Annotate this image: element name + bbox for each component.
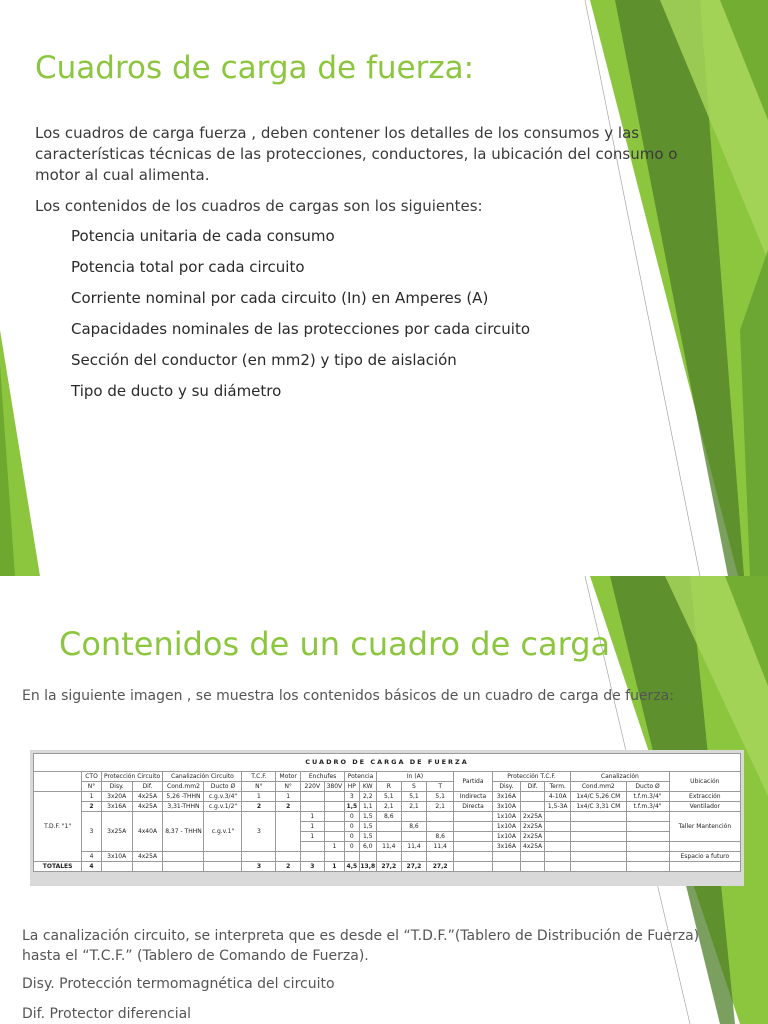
load-table-image bbox=[30, 750, 744, 886]
list-item: Tipo de ducto y su diámetro bbox=[71, 382, 282, 400]
table-title: CUADRO DE CARGA DE FUERZA bbox=[34, 754, 741, 772]
table-row: 1 0 1,5 8,6 1x10A 2x25A bbox=[34, 822, 741, 832]
slide-2 bbox=[0, 576, 768, 1024]
header-cell: Partida bbox=[454, 772, 493, 792]
slide-1-paragraph: Los cuadros de carga fuerza , deben contener los detalles de los consumos y las características técnicas de las protecciones, conductores, la ubicación del consumo o motor al cual alimenta. bbox=[35, 124, 678, 184]
header-cell: Term. bbox=[545, 782, 571, 792]
header-cell: Ducto Ø bbox=[204, 782, 242, 792]
header-cell: Dif. bbox=[132, 782, 163, 792]
header-cell: R bbox=[376, 782, 401, 792]
header-cell: In (A) bbox=[376, 772, 453, 782]
list-item: Potencia total por cada circuito bbox=[71, 258, 305, 276]
table-row: 4 3x10A 4x25A Espacio a futuro bbox=[34, 852, 741, 862]
header-cell: Potencia bbox=[345, 772, 377, 782]
list-item: Capacidades nominales de las protecciones por cada circuito bbox=[71, 320, 531, 338]
table-row: 1 0 1,5 8,6 1x10A 2x25A bbox=[34, 832, 741, 842]
header-cell: Protección Circuito bbox=[101, 772, 163, 782]
header-cell: N° bbox=[242, 782, 276, 792]
header-cell: Dif. bbox=[520, 782, 545, 792]
table-row: T.D.F. "1" 1 3x20A 4x25A 5,26 -THHN c.g.v.3/4" 1 1 3 2,2 5,1 5,1 5,1 Indirecta 3x16A 4-10A 1x4/C 5,26 CM t.f.m.3/4" Extracción bbox=[34, 792, 741, 802]
header-cell: Enchufes bbox=[301, 772, 345, 782]
header-cell: 380V bbox=[324, 782, 345, 792]
header-cell: 220V bbox=[301, 782, 325, 792]
header-cell: Canalización bbox=[571, 772, 670, 782]
header-cell: CTO bbox=[82, 772, 102, 782]
contents-list bbox=[71, 226, 530, 412]
tdf-label: T.D.F. "1" bbox=[34, 792, 82, 862]
header-cell: KW bbox=[359, 782, 376, 792]
header-cell: Motor bbox=[276, 772, 301, 782]
slide-1-title: Cuadros de carga de fuerza: bbox=[35, 50, 475, 86]
table-totals-row: TOTALES 4 3 2 3 1 4,5 13,8 27,2 27,2 27,2 bbox=[34, 862, 741, 872]
header-cell: Cond.mm2 bbox=[571, 782, 626, 792]
slide-1-intro: Los contenidos de los cuadros de cargas son los siguientes: bbox=[35, 197, 483, 215]
header-cell: Canalización Circuito bbox=[163, 772, 242, 782]
list-item: Corriente nominal por cada circuito (In) en Amperes (A) bbox=[71, 289, 489, 307]
table-row: 2 3x16A 4x25A 3,31-THHN c.g.v.1/2" 2 2 1,5 1,1 2,1 2,1 2,1 Directa 3x10A 1,5-3A 1x4/C 3,31 CM t.f.m.3/4" Ventilador bbox=[34, 802, 741, 812]
canalizacion-note-line-1: La canalización circuito, se interpreta que es desde el “T.D.F.”(Tablero de Distribución de Fuerza) bbox=[22, 928, 700, 944]
header-cell: N° bbox=[82, 782, 102, 792]
header-cell: T.C.F. bbox=[242, 772, 276, 782]
slide-2-title: Contenidos de un cuadro de carga bbox=[59, 625, 611, 663]
table-row: 3 3x25A 4x40A 8,37 - THHN c.g.v.1" 3 1 0 1,5 8,6 1x10A 2x25A Taller Mantención bbox=[34, 812, 741, 822]
header-cell: Cond.mm2 bbox=[163, 782, 204, 792]
list-item: Potencia unitaria de cada consumo bbox=[71, 227, 335, 245]
list-item: Sección del conductor (en mm2) y tipo de aislación bbox=[71, 351, 457, 369]
header-cell: N° bbox=[276, 782, 301, 792]
canalizacion-note-line-2: hasta el “T.C.F.” (Tablero de Comando de Fuerza). bbox=[22, 948, 369, 964]
table-header-row bbox=[34, 772, 741, 782]
header-cell: Ubicación bbox=[669, 772, 740, 792]
slide-2-intro: En la siguiente imagen , se muestra los contenidos básicos de un cuadro de carga de fuerza: bbox=[22, 688, 674, 704]
table-row: 1 0 6,0 11,4 11,4 11,4 3x16A 4x25A bbox=[34, 842, 741, 852]
header-cell: Disy. bbox=[101, 782, 132, 792]
header-cell: Ducto Ø bbox=[626, 782, 669, 792]
load-table bbox=[33, 753, 741, 872]
header-cell: Protección T.C.F. bbox=[493, 772, 571, 782]
header-cell: S bbox=[401, 782, 427, 792]
header-cell: HP bbox=[345, 782, 359, 792]
table-subheader-row bbox=[34, 782, 741, 792]
dif-note: Dif. Protector diferencial bbox=[22, 1006, 192, 1022]
header-cell: T bbox=[427, 782, 454, 792]
header-cell: Disy. bbox=[493, 782, 521, 792]
disy-note: Disy. Protección termomagnética del circuito bbox=[22, 976, 335, 992]
